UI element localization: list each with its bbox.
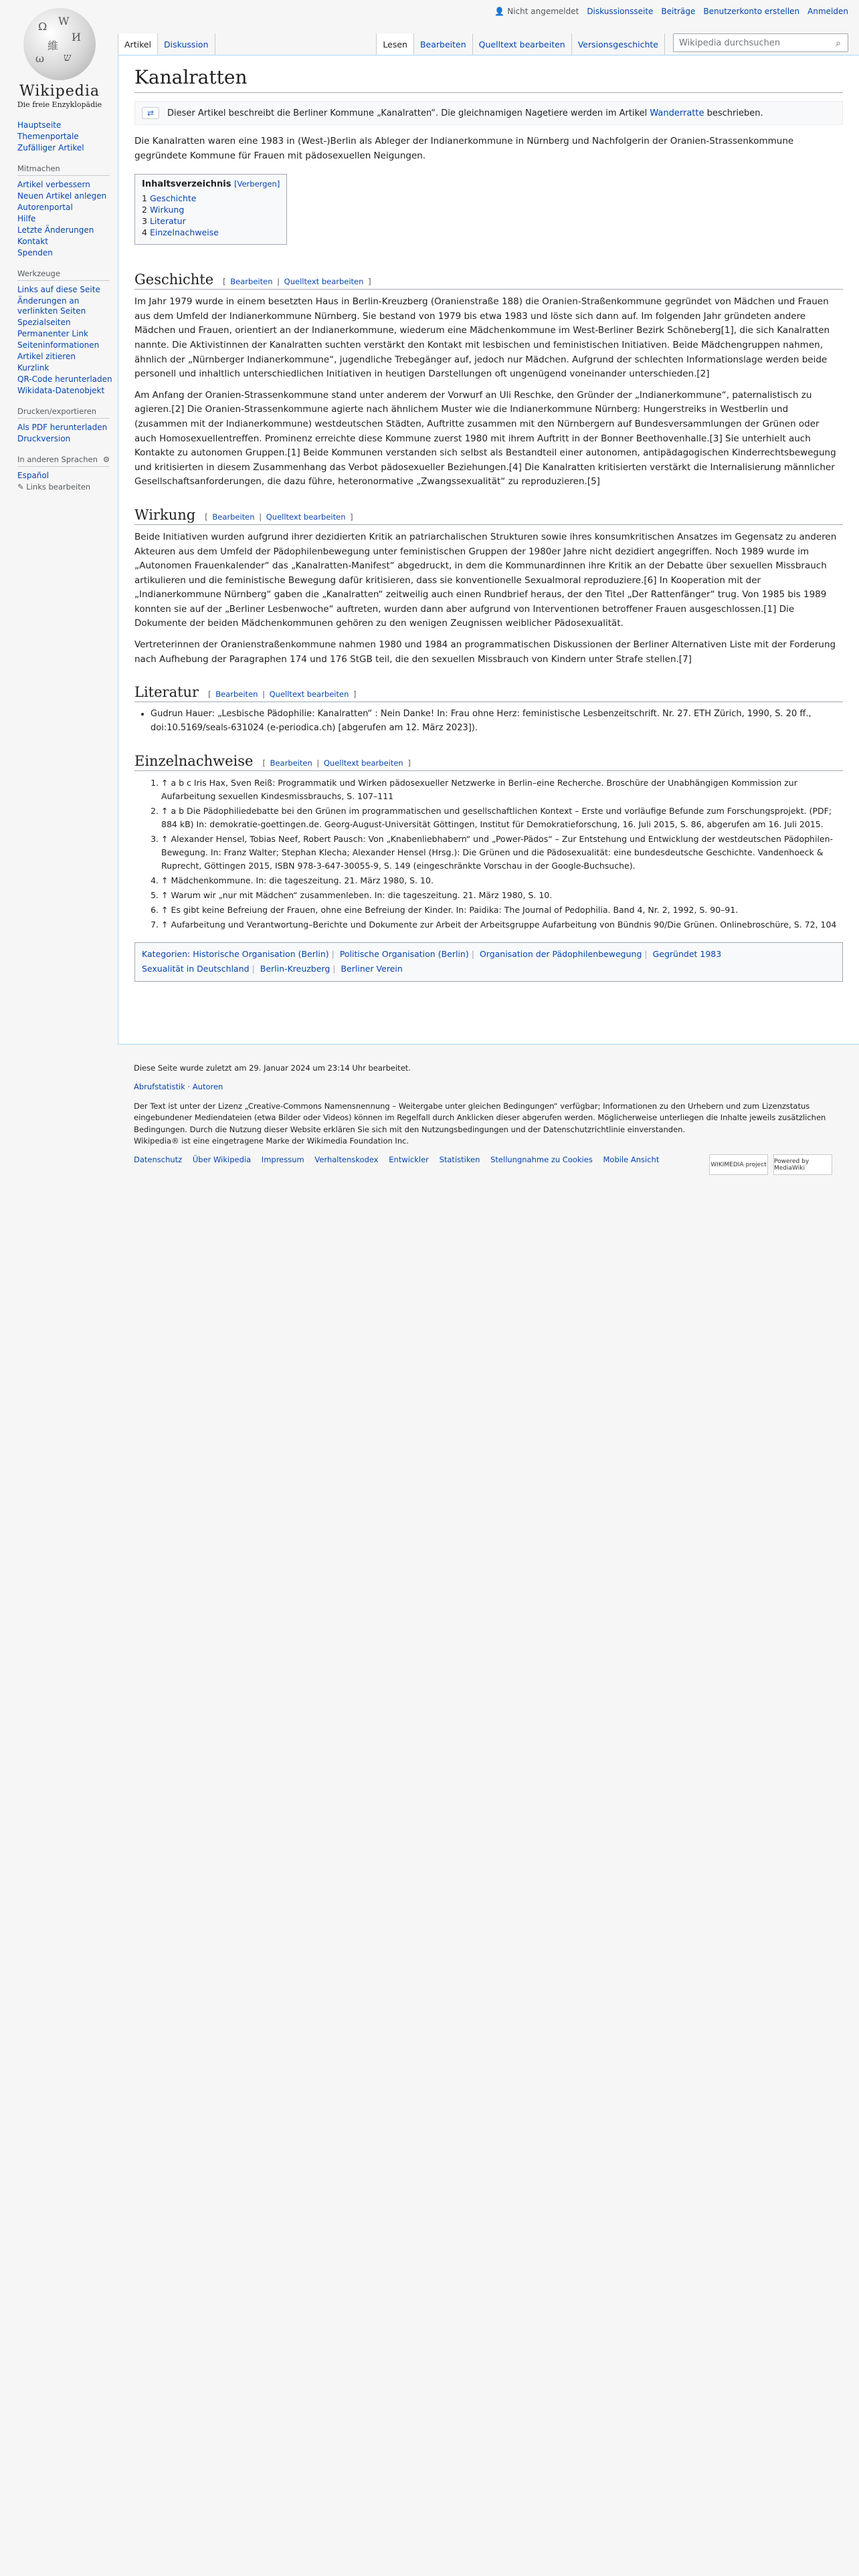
footer-link-developers[interactable]: Entwickler <box>389 1155 429 1164</box>
footer-link-cookies[interactable]: Stellungnahme zu Cookies <box>490 1155 593 1164</box>
reference-item: 6. ↑ Es gibt keine Befreiung der Frauen, ohne eine Befreiung der Kinder. In: Paidika: The Journal of Pedophilia. Band 4, Nr. 2, 1992, S. 90–91. <box>161 903 843 917</box>
toc-item[interactable] <box>142 227 280 237</box>
edit-section: [ Bearbeiten | Quelltext bearbeiten ] <box>262 758 411 768</box>
edit-section-link[interactable]: Bearbeiten <box>230 277 273 287</box>
sidebar-item[interactable]: Änderungen an verlinkten Seiten <box>17 296 86 316</box>
personal-tools <box>494 7 848 16</box>
sidebar-item[interactable]: Artikel verbessern <box>17 180 90 189</box>
toc-num: 3 <box>142 216 147 227</box>
heading-text: Wirkung <box>134 506 196 523</box>
search-icon[interactable]: ⌕ <box>836 38 841 49</box>
footer-link-impressum[interactable]: Impressum <box>261 1155 304 1164</box>
user-icon: 👤 <box>494 7 505 16</box>
page-stats-links <box>134 1082 843 1091</box>
edit-interlanguage-links[interactable]: Links bearbeiten <box>26 482 91 492</box>
wirkung-paragraph-1: Beide Initiativen wurden aufgrund ihrer dezidierten Kritik an patriarchalischen Strukturen sowie ihres konsumkritischen Ansatzes im Gegensatz zu anderen Akteuren aus dem Umfeld der Pädophilenbewegung unter feministischen Gruppen der 1980er Jahre nicht dezidiert angegriffen. Noch 1989 wurde im „Autonomen Frauenkalender“ das „Kanalratten-Manifest“ abgedruckt, in dem die Kommunardinnen ihre Kritik an der Debatte über sexuellen Missbrauch artikulieren und die feministische Bewegung dafür kritisieren, dass sie konventionelle Sexualmoral reproduziere.[6] In Kooperation mit der „Indianerkommune Nürnberg“ gaben die „Kanalratten“ zeitweilig auch einen Rundbrief heraus, der den Titel „Der Rattenfänger“ trug. Von 1985 bis 1989 konnten sie auf der „Berliner Lesbenwoche“ auftreten, wurden dann aber aufgrund von Interventionen betroffener Frauen ausgeschlossen.[1] Die Dokumente der beiden Mädchenkommunen gehören zu den wenigen Zeugnissen weiblicher Pädosexualität. <box>134 531 837 629</box>
heading-text: Einzelnachweise <box>134 752 254 769</box>
reference-item: 7. ↑ Aufarbeitung und Verantwortung–Berichte und Dokumente zur Arbeit der Arbeitsgruppe Aufarbeitung von Bündnis 90/Die Grünen. Onlinebroschüre, S. 72, 104 <box>161 918 843 932</box>
sidebar-item-themenportale[interactable]: Themenportale <box>17 132 79 141</box>
footer-link-statistics[interactable]: Statistiken <box>439 1155 480 1164</box>
sidebar-print <box>17 407 118 444</box>
login-link[interactable]: Anmelden <box>807 7 848 16</box>
edit-section-link[interactable]: Bearbeiten <box>270 758 312 768</box>
tab-discussion[interactable]: Diskussion <box>158 33 215 55</box>
footer-link-mobile[interactable]: Mobile Ansicht <box>603 1155 660 1164</box>
toc-num: 1 <box>142 193 147 204</box>
stats-link[interactable]: Abrufstatistik · Autoren <box>134 1082 223 1091</box>
literature-item: • Gudrun Hauer: „Lesbische Pädophilie: Kanalratten“ : Nein Danke! In: Frau ohne Herz: feministische Lesbenzeitschrift. Nr. 27. ETH Zürich, 1990, S. 20 ff., doi:10.5169/seals-631024 (e-periodica.ch) [abgerufen am 12. März 2023]). <box>151 708 843 736</box>
tab-read[interactable]: Lesen <box>376 33 414 55</box>
sidebar-heading-print: Drucken/exportieren <box>17 407 110 419</box>
sidebar-werkzeuge <box>17 269 118 396</box>
language-settings-gear-icon[interactable]: ⚙ <box>102 455 110 464</box>
section-heading-literatur <box>134 684 843 702</box>
sidebar-navigation <box>17 120 118 153</box>
sidebar-mitmachen <box>17 164 118 258</box>
sidebar-item[interactable]: Links auf diese Seite <box>17 285 100 294</box>
footer-icons <box>709 1154 832 1175</box>
sidebar-item[interactable]: Seiteninformationen <box>17 340 100 350</box>
literature-list <box>134 708 843 736</box>
sidebar-heading-mitmachen: Mitmachen <box>17 164 110 176</box>
powered-by-mediawiki-badge[interactable]: Powered by MediaWiki <box>773 1154 832 1175</box>
wordmark: Wikipedia <box>19 83 100 100</box>
section-heading-wirkung <box>134 507 843 525</box>
sidebar-item[interactable]: Hilfe <box>17 214 36 223</box>
sidebar-heading-languages <box>17 455 110 467</box>
footer-link-privacy[interactable]: Datenschutz <box>134 1155 183 1164</box>
toc-link[interactable]: Literatur <box>149 216 186 227</box>
section-heading-einzelnachweise <box>134 753 843 771</box>
hatnote-suffix: beschrieben. <box>706 108 763 118</box>
category-link[interactable]: Organisation der Pädophilenbewegung <box>479 948 642 959</box>
category-link[interactable]: Historische Organisation (Berlin) <box>193 948 329 959</box>
sidebar-item[interactable]: Permanenter Link <box>17 329 88 338</box>
trademark-text: Wikipedia® ist eine eingetragene Marke der Wikimedia Foundation Inc. <box>134 1136 409 1146</box>
section-heading-geschichte <box>134 272 843 290</box>
toc-link[interactable]: Geschichte <box>149 193 197 204</box>
content <box>118 55 859 1045</box>
sidebar-item[interactable]: Wikidata-Datenobjekt <box>17 386 105 395</box>
edit-source-section-link[interactable]: Quelltext bearbeiten <box>284 277 364 287</box>
intro-paragraph: Die Kanalratten waren eine 1983 in (West-)Berlin als Ableger der Indianerkommune in Nürnberg und Nachfolgerin der Oranien-Strassenkommune gegründete Kommune für Frauen mit pädosexuellen Neigungen. <box>134 136 794 161</box>
hatnote <box>134 101 843 125</box>
heading-text: Geschichte <box>134 272 214 288</box>
edit-section-link[interactable]: Bearbeiten <box>215 689 258 700</box>
toc-num: 2 <box>142 205 147 215</box>
edit-section: [ Bearbeiten | Quelltext bearbeiten ] <box>223 277 371 287</box>
not-logged-in: Nicht angemeldet <box>507 7 579 16</box>
hatnote-prefix: Dieser Artikel beschreibt die Berliner Kommune „Kanalratten“. Die gleichnamigen Nagetiere werden im Artikel <box>167 108 648 118</box>
sidebar <box>0 120 118 502</box>
language-link-es[interactable]: Español <box>17 471 50 480</box>
sidebar-item[interactable]: Kurzlink <box>17 363 50 372</box>
toc-title-text: Inhaltsverzeichnis <box>142 179 231 190</box>
footer-link-about[interactable]: Über Wikipedia <box>192 1155 252 1164</box>
sidebar-item[interactable]: Spenden <box>17 248 53 257</box>
tab-edit[interactable]: Bearbeiten <box>414 33 473 55</box>
hatnote-link[interactable]: Wanderratte <box>650 108 704 118</box>
create-account-link[interactable]: Benutzerkonto erstellen <box>703 7 800 16</box>
toc-toggle[interactable]: [Verbergen] <box>234 179 280 189</box>
footer <box>134 1059 843 1172</box>
user-status <box>494 7 579 16</box>
sidebar-languages <box>17 455 118 492</box>
geschichte-paragraph-1: Im Jahr 1979 wurde in einem besetzten Haus in Berlin-Kreuzberg (Oranienstraße 188) die Oranien-Straßenkommune gegründet von Mädchen und Frauen aus dem Umfeld der Indianerkommune Nürnberg. Sie bestand von 1979 bis etwa 1983 und löste sich dann auf. Im folgenden Jahr gründeten andere Mädchen und Frauen, orientiert an der Indianerkommune, wiederum eine Mädchenkommune im West-Berliner Bezirk Schöneberg[1], die sich Kanalratten nannte. Die Aktivistinnen der Kanalratten suchten verstärkt den Kontakt mit lesbischen und feministischen Initiativen. Beide Mädchengruppen nahmen, ähnlich der „Nürnberger Indianerkommune“, jugendliche Trebegänger auf, jedoch nur Mädchen. Aufgrund der schlechten Informationslage werden beide personell und inhaltlich unterschiedlichen Initiativen in heutigen Darstellungen oft ungenügend voneinander unterschieden.[2] <box>134 296 830 380</box>
toc-item[interactable] <box>142 216 280 226</box>
edit-source-section-link[interactable]: Quelltext bearbeiten <box>323 758 403 768</box>
search-input[interactable] <box>673 33 848 52</box>
sidebar-item[interactable]: QR-Code herunterladen <box>17 374 112 384</box>
view-tabs <box>376 33 848 55</box>
pencil-icon: ✎ <box>17 482 24 492</box>
edit-section-link[interactable]: Bearbeiten <box>212 512 255 522</box>
license-text <box>134 1101 843 1147</box>
sidebar-heading-werkzeuge: Werkzeuge <box>17 269 110 281</box>
category-links: Kategorien: Historische Organisation (Berlin) | Politische Organisation (Berlin) | Organisation der Pädophilenbewegung | Gegründet 1983 Sexualität in Deutschland | Berlin-Kreuzberg | Berliner Verein <box>134 942 843 982</box>
toc-item[interactable] <box>142 205 280 215</box>
table-of-contents <box>134 174 287 245</box>
footer-link-code-of-conduct[interactable]: Verhaltenskodex <box>314 1155 379 1164</box>
sidebar-item[interactable]: Kontakt <box>17 237 48 246</box>
reference-item: 5. ↑ Warum wir „nur mit Mädchen“ zusammenleben. In: die tageszeitung. 21. März 1980, S. 10. <box>161 889 843 902</box>
toc-num: 4 <box>142 227 147 238</box>
category-link[interactable]: Sexualität in Deutschland <box>142 964 250 974</box>
wikimedia-project-badge[interactable]: WIKIMEDIA project <box>709 1154 768 1175</box>
category-link[interactable]: Gegründet 1983 <box>652 948 722 959</box>
edit-source-section-link[interactable]: Quelltext bearbeiten <box>266 512 346 522</box>
sidebar-item-print[interactable]: Druckversion <box>17 434 71 443</box>
toc-link[interactable]: Einzelnachweise <box>149 227 219 238</box>
last-modified: Diese Seite wurde zuletzt am 29. Januar 2024 um 23:14 Uhr bearbeitet. <box>134 1063 411 1073</box>
category-link[interactable]: Berliner Verein <box>341 964 403 974</box>
namespace-tabs <box>118 33 215 55</box>
wirkung-paragraph-2: Vertreterinnen der Oranienstraßenkommune nahmen 1980 und 1984 an programmatischen Diskussionen der Berliner Alternativen Liste mit der Forderung nach Aufhebung der Paragraphen 174 und 176 StGB teil, die den sexuellen Missbrauch von Kindern unter Strafe stellen.[7] <box>134 639 836 665</box>
sidebar-item-pdf[interactable]: Als PDF herunterladen <box>17 423 108 432</box>
sidebar-item-random[interactable]: Zufälliger Artikel <box>17 143 84 152</box>
category-link[interactable]: Berlin-Kreuzberg <box>260 964 330 974</box>
tab-article[interactable]: Artikel <box>118 33 158 55</box>
languages-heading-text: In anderen Sprachen <box>17 455 98 464</box>
tagline: Die freie Enzyklopädie <box>17 100 102 109</box>
reference-item: 3. ↑ Alexander Hensel, Tobias Neef, Robert Pausch: Von „Knabenliebhabern“ und „Power-Pädos“ – Zur Entstehung und Entwicklung der westdeutschen Pädophilen-Bewegung. In: Franz Walter; Stephan Klecha; Alexander Hensel (Hrsg.): Die Grünen und die Pädosexualität: eine bundesdeutsche Geschichte. Vandenhoeck & Ruprecht, Göttingen 2015, ISBN 978-3-647-30055-9, S. 149 (eingeschränkte Vorschau in der Google-Buchsuche). <box>161 833 843 873</box>
wikipedia-globe-icon: Ω W И 維 ω ש <box>23 8 96 80</box>
category-link[interactable]: Politische Organisation (Berlin) <box>339 948 469 959</box>
sidebar-item[interactable]: Spezialseiten <box>17 318 71 327</box>
toc-title <box>142 179 280 189</box>
tab-edit-source[interactable]: Quelltext bearbeiten <box>473 33 572 55</box>
edit-source-section-link[interactable]: Quelltext bearbeiten <box>269 689 349 700</box>
license-body: Der Text ist unter der Lizenz „Creative-Commons Namensnennung – Weitergabe unter gleichen Bedingungen“ verfügbar; Informationen zu den Urhebern und zum Lizenzstatus eingebundener Mediendateien (etwa Bilder oder Videos) können im Regelfall durch Anklicken dieser abgerufen werden. Möglicherweise unterliegen die Inhalte jeweils zusätzlichen Bedingungen. Durch die Nutzung dieser Website erklären Sie sich mit den Nutzungsbedingungen und der Datenschutzrichtlinie einverstanden. <box>134 1101 826 1134</box>
talk-link[interactable]: Diskussionsseite <box>587 7 654 16</box>
disambiguation-icon: ⇄ <box>142 107 159 119</box>
tab-history[interactable]: Versionsgeschichte <box>572 33 665 55</box>
sidebar-item-hauptseite[interactable]: Hauptseite <box>17 120 62 130</box>
edit-section: [ Bearbeiten | Quelltext bearbeiten ] <box>205 512 353 522</box>
reference-item: 1. ↑ a b c Iris Hax, Sven Reiß: Programmatik und Wirken pädosexueller Netzwerke in Berlin–eine Recherche. Broschüre der Unabhängigen Kommission zur Aufarbeitung sexuellen Kindesmissbrauchs, S. 107–111 <box>161 776 843 803</box>
references-list <box>134 776 843 932</box>
wikipedia-logo[interactable] <box>7 8 112 108</box>
hatnote-text <box>167 108 763 118</box>
toc-item[interactable] <box>142 193 280 203</box>
edit-section: [ Bearbeiten | Quelltext bearbeiten ] <box>208 689 357 700</box>
search-placeholder: Wikipedia durchsuchen <box>679 38 781 48</box>
contributions-link[interactable]: Beiträge <box>661 7 696 16</box>
page-title: Kanalratten <box>134 66 843 93</box>
sidebar-item[interactable]: Artikel zitieren <box>17 352 76 361</box>
geschichte-paragraph-2: Am Anfang der Oranien-Strassenkommune stand unter anderem der Vorwurf an Uli Reschke, den Gründer der „Indianerkommune“, paternalistisch zu agieren.[2] Die Oranien-Strassenkommune agierte nach ähnlichem Muster wie die Indianerkommune Nürnberg: Hungerstreiks in Westberlin und (zusammen mit der Indianerkommune) westdeutschen Städten, Auftritte zusammen mit den Nürnbergern auf Bundesversammlungen der Grünen oder auch Homosexuellentreffen. Prominenz erreichte diese Kommune zuerst 1980 mit ihrem Auftritt in der Bonner Beethovenhalle.[3] Sie unterhielt auch Kontakte zu autonomen Gruppen.[1] Beide Kommunen verstanden sich selbst als Bestandteil einer autonomen, antipädagogischen Kinderrechtsbewegung und kritisierten in diesem Zusammenhang das Verbot pädosexueller Beziehungen.[4] Die Kanalratten kritisierten verstärkt die Internalisierung männlicher Gesellschaftsanforderungen, die dazu führe, heteronormative „Zwangssexualität“ zu reproduzieren.[5] <box>134 389 836 488</box>
heading-text: Literatur <box>134 684 199 701</box>
toc-link[interactable]: Wirkung <box>149 205 185 215</box>
sidebar-item[interactable]: Neuen Artikel anlegen <box>17 191 107 201</box>
reference-item: 2. ↑ a b Die Pädophiliedebatte bei den Grünen im programmatischen und gesellschaftlichen Kontext – Erste und vorläufige Befunde zum Forschungsprojekt. (PDF; 884 kB) In: demokratie-goettingen.de. Georg-August-Universität Göttingen, Institut für Demokratieforschung, 16. Juli 2015, S. 86, abgerufen am 16. Juli 2015. <box>161 804 843 831</box>
categories-label[interactable]: Kategorien: <box>142 948 191 959</box>
sidebar-item[interactable]: Letzte Änderungen <box>17 225 94 235</box>
reference-item: 4. ↑ Mädchenkommune. In: die tageszeitung. 21. März 1980, S. 10. <box>161 874 843 887</box>
sidebar-item[interactable]: Autorenportal <box>17 203 73 212</box>
